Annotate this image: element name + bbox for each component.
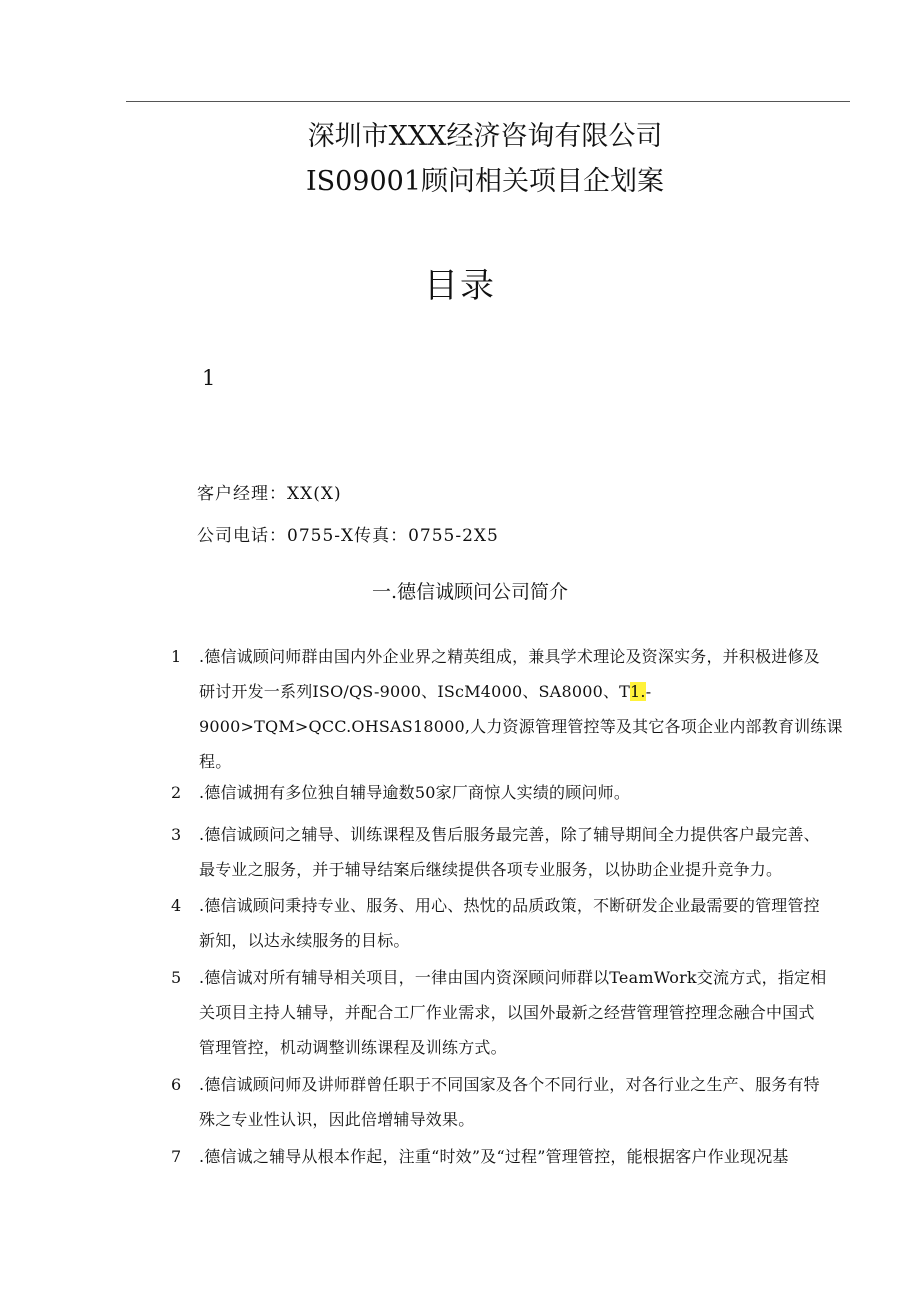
item-line: 殊之专业性认识，因此倍增辅导效果。 <box>199 1110 475 1129</box>
item-line: .德信诚顾问秉持专业、服务、用心、热忱的品质政策，不断研发企业最需要的管理管控 <box>199 896 820 915</box>
item-line: .德信诚顾问师及讲师群曾任职于不同国家及各个不同行业，对各行业之生产、服务有特 <box>199 1075 820 1094</box>
item-line: .德信诚对所有辅导相关项目，一律由国内资深顾问师群以TeamWork交流方式，指定相 <box>199 968 827 987</box>
item-line: 9000>TQM>QCC.OHSAS18000,人力资源管理管控等及其它各项企业内部教育训练课 <box>199 717 843 736</box>
item-line: .德信诚顾问师群由国内外企业界之精英组成，兼具学术理论及资深实务，并积极进修及 <box>199 647 820 666</box>
item-number: 7 <box>171 1147 182 1166</box>
list-item <box>171 960 851 1065</box>
account-manager: 客户经理：XX(X) <box>197 484 342 504</box>
company-title: 深圳市XXX经济咨询有限公司 <box>307 121 663 152</box>
item-line: .德信诚拥有多位独自辅导逾数50家厂商惊人实绩的顾问师。 <box>199 783 631 802</box>
list-item <box>171 888 851 958</box>
list-item <box>171 1067 851 1137</box>
item-number: 5 <box>171 968 182 987</box>
list-item <box>171 775 851 810</box>
phone-fax: 公司电话：0755-X传真：0755-2X5 <box>197 526 499 546</box>
item-line: .德信诚之辅导从根本作起，注重“时效”及“过程”管理管控，能根据客户作业现况基 <box>199 1147 789 1166</box>
toc-page-number: 1 <box>202 366 216 390</box>
section-heading: 一.德信诚顾问公司简介 <box>372 581 569 603</box>
item-line: 新知，以达永续服务的目标。 <box>199 931 410 950</box>
header-rule <box>126 101 850 102</box>
item-line: 关项目主持人辅导，并配合工厂作业需求，以国外最新之经营管理管控理念融合中国式 <box>199 1003 815 1022</box>
item-number: 1 <box>171 647 182 666</box>
item-line: 最专业之服务，并于辅导结案后继续提供各项专业服务，以协助企业提升竞争力。 <box>199 860 783 879</box>
item-number: 4 <box>171 896 182 915</box>
item-number: 6 <box>171 1075 182 1094</box>
highlight-mark: 1. <box>630 682 646 701</box>
list-item <box>171 817 851 887</box>
item-line: .德信诚顾问之辅导、训练课程及售后服务最完善，除了辅导期间全力提供客户最完善、 <box>199 825 820 844</box>
item-line: 程。 <box>199 752 232 771</box>
item-number: 2 <box>171 783 182 802</box>
toc-heading: 目录 <box>424 266 496 306</box>
item-line: 研讨开发一系列ISO/QS-9000、IScM4000、SA8000、T1.- <box>199 682 652 701</box>
list-item <box>171 639 851 779</box>
item-number: 3 <box>171 825 182 844</box>
project-title: IS09001顾问相关项目企划案 <box>305 166 665 197</box>
item-line: 管理管控，机动调整训练课程及训练方式。 <box>199 1038 507 1057</box>
list-item <box>171 1139 851 1174</box>
